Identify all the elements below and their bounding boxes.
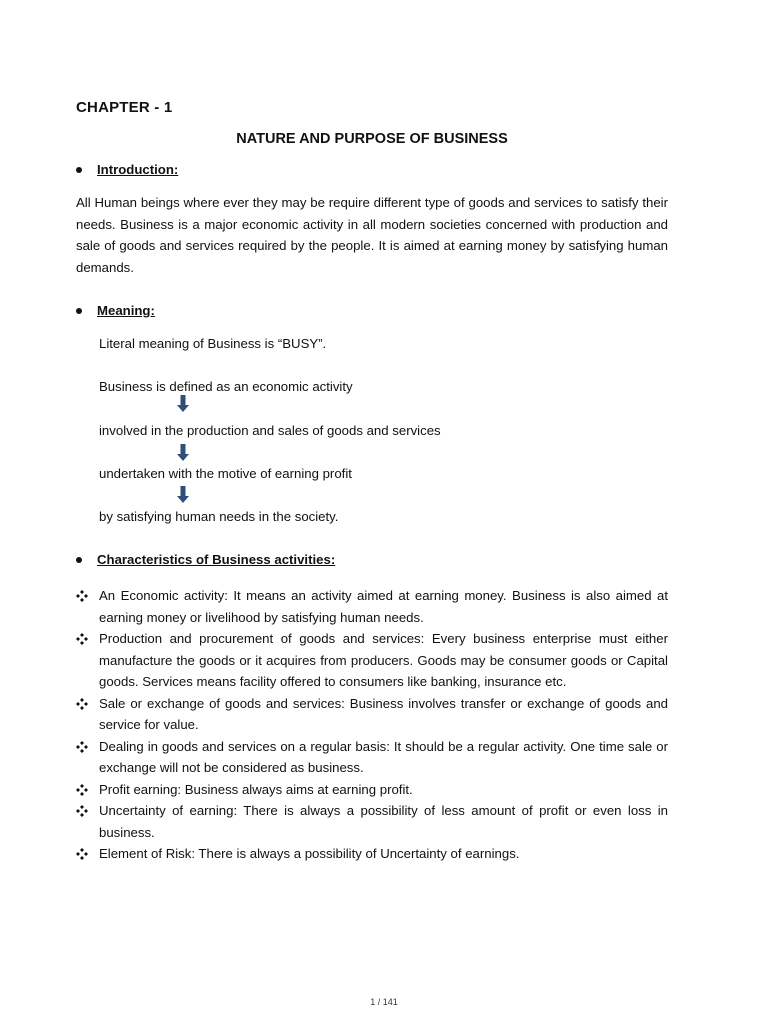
four-diamond-icon (76, 784, 88, 796)
list-item-text: Sale or exchange of goods and services: Business involves transfer or exchange of goods and service for value. (99, 695, 668, 732)
introduction-heading-text: Introduction: (97, 162, 179, 177)
list-item (76, 693, 668, 736)
page-number: 1 / 141 (370, 997, 398, 1007)
list-item-text: Element of Risk: There is always a possibility of Uncertainty of earnings. (99, 846, 520, 861)
flow-step-3: undertaken with the motive of earning profit (99, 466, 352, 481)
list-item (76, 585, 668, 628)
flow-step-1: Business is defined as an economic activity (99, 379, 353, 394)
list-item-text: Uncertainty of earning: There is always a possibility of less amount of profit or even loss in business. (99, 803, 668, 840)
list-item-text: Profit earning: Business always aims at earning profit. (99, 781, 413, 797)
four-diamond-icon (76, 741, 88, 753)
four-diamond-icon (76, 848, 88, 860)
literal-meaning-text: Literal meaning of Business is “BUSY”. (99, 336, 327, 351)
four-diamond-icon (76, 590, 88, 602)
bullet-dot-icon (76, 167, 82, 173)
page-title: NATURE AND PURPOSE OF BUSINESS (236, 131, 508, 147)
bullet-dot-icon (76, 308, 82, 314)
chapter-label: CHAPTER - 1 (76, 99, 173, 116)
list-item-text: Dealing in goods and services on a regular basis: It should be a regular activity. One time sale or exchange will not be considered as business. (99, 738, 668, 775)
meaning-heading (76, 303, 155, 318)
characteristics-heading-text: Characteristics of Business activities: (97, 552, 336, 567)
four-diamond-icon (76, 698, 88, 710)
down-arrow-icon (177, 486, 189, 503)
down-arrow-icon (177, 395, 189, 412)
list-item (76, 800, 668, 843)
flow-step-2: involved in the production and sales of goods and services (99, 423, 441, 438)
introduction-paragraph: All Human beings where ever they may be require different type of goods and services to satisfy their needs. Business is a major economic activity in all modern societies concerned with production and sale of goods and services required by the people. It is aimed at earning money by satisfying human demands. (76, 195, 668, 276)
list-item-text: An Economic activity: It means an activity aimed at earning money. Business is also aimed at earning money or livelihood by satisfying human needs. (99, 588, 668, 625)
four-diamond-icon (76, 633, 88, 645)
four-diamond-icon (76, 805, 88, 817)
meaning-heading-text: Meaning: (97, 303, 155, 318)
down-arrow-icon (177, 444, 189, 461)
characteristics-list (76, 585, 668, 865)
list-item (76, 779, 668, 801)
list-item (76, 628, 668, 693)
characteristics-heading (76, 552, 335, 567)
list-item (76, 843, 668, 865)
list-item (76, 736, 668, 779)
list-item-text: Production and procurement of goods and services: Every business enterprise must either manufacture the goods or it acquires from producers. Goods may be consumer goods or Capital goods. Services means facility offered to consumers like banking, insurance etc. (99, 631, 668, 689)
introduction-heading (76, 162, 178, 177)
flow-step-4: by satisfying human needs in the society. (99, 509, 339, 524)
bullet-dot-icon (76, 557, 82, 563)
